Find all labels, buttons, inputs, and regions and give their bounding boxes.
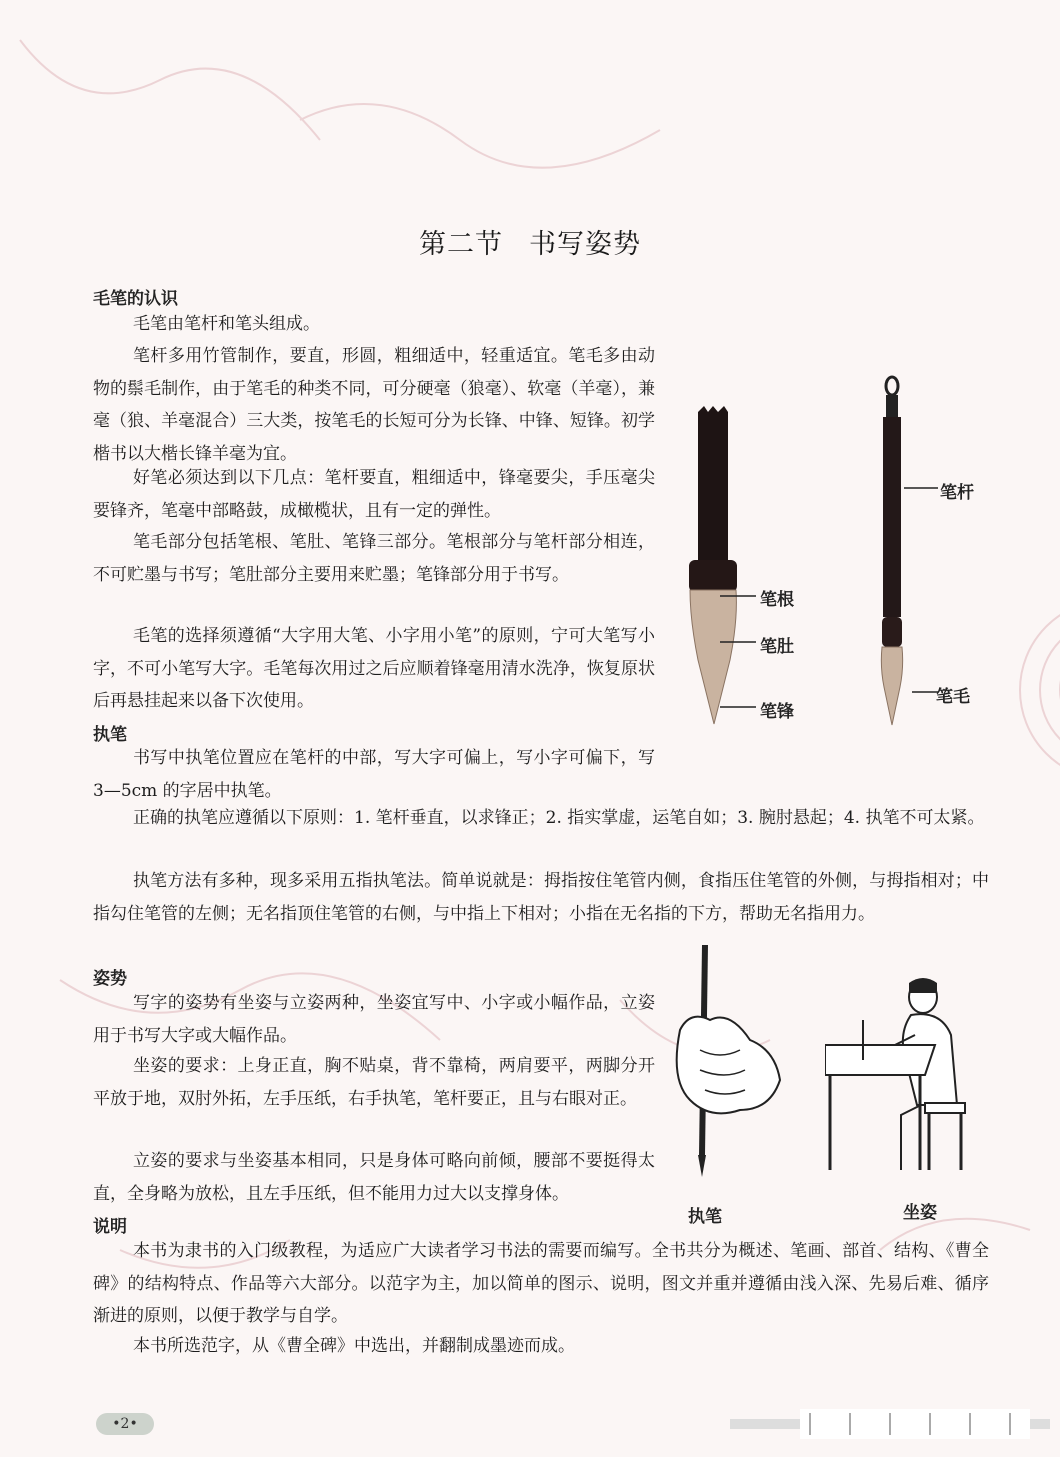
leader-lines-right: [902, 480, 942, 700]
label-bifeng: 笔锋: [760, 702, 794, 722]
leader-lines: [720, 580, 760, 720]
posture-paragraph: 立姿的要求与坐姿基本相同，只是身体可略向前倾，腰部不要挺得太直，全身略为放松，且左手压纸，但不能用力过大以支撑身体。: [93, 1151, 655, 1204]
grip-paragraph: 书写中执笔位置应在笔杆的中部，写大字可偏上，写小字可偏下，写 3—5cm 的字居中执笔。: [93, 748, 655, 801]
heading-grip: 执笔: [93, 725, 127, 745]
brush-paragraph: 笔毛部分包括笔根、笔肚、笔锋三部分。笔根部分与笔杆部分相连，不可贮墨与书写；笔肚部分主要用来贮墨；笔锋部分用于书写。: [93, 532, 655, 585]
label-bimao: 笔毛: [936, 687, 970, 707]
heading-posture: 姿势: [93, 969, 127, 989]
footer-decoration: [730, 1405, 1050, 1443]
label-bigan: 笔杆: [940, 483, 974, 503]
seated-posture-illustration: [825, 975, 970, 1175]
brush-paragraph: 笔杆多用竹管制作，要直，形圆，粗细适中，轻重适宜。笔毛多由动物的鬃毛制作，由于笔毛的种类不同，可分硬毫（狼毫）、软毫（羊毫），兼毫（狼、羊毫混合）三大类，按笔毛的长短可分为长锋、中锋、短锋。初学楷书以大楷长锋羊毫为宜。: [93, 346, 655, 464]
heading-brush: 毛笔的认识: [93, 289, 178, 309]
notes-paragraph: 本书为隶书的入门级教程，为适应广大读者学习书法的需要而编写。全书共分为概述、笔画、部首、结构、《曹全碑》的结构特点、作品等六大部分。以范字为主，加以简单的图示、说明，图文并重并遵循由浅入深、先易后难、循序渐进的原则，以便于教学与自学。: [93, 1241, 989, 1326]
grip-paragraph: 正确的执笔应遵循以下原则：1. 笔杆垂直，以求锋正；2. 指实掌虚，运笔自如；3. 腕肘悬起；4. 执笔不可太紧。: [133, 808, 985, 828]
label-bidu: 笔肚: [760, 637, 794, 657]
posture-paragraph: 坐姿的要求：上身正直，胸不贴桌，背不靠椅，两肩要平，两脚分开平放于地，双肘外拓，左手压纸，右手执笔，笔杆要正，且与右眼对正。: [93, 1056, 655, 1109]
heading-notes: 说明: [93, 1217, 127, 1237]
label-bigen: 笔根: [760, 590, 794, 610]
grip-paragraph: 执笔方法有多种，现多采用五指执笔法。简单说就是：拇指按住笔管内侧，食指压住笔管的外侧，与拇指相对；中指勾住笔管的左侧；无名指顶住笔管的右侧，与中指上下相对；小指在无名指的下方，帮助无名指用力。: [93, 871, 989, 924]
posture-paragraph: 写字的姿势有坐姿与立姿两种，坐姿宜写中、小字或小幅作品，立姿用于书写大字或大幅作品。: [93, 993, 655, 1046]
brush-paragraph: 毛笔由笔杆和笔头组成。: [133, 314, 320, 334]
page-number: •2•: [96, 1413, 154, 1435]
caption-hold: 执笔: [688, 1207, 722, 1227]
section-title: 第二节 书写姿势: [419, 229, 641, 260]
caption-sit: 坐姿: [903, 1203, 937, 1223]
notes-paragraph: 本书所选范字，从《曹全碑》中选出，并翻制成墨迹而成。: [133, 1336, 575, 1356]
brush-paragraph: 毛笔的选择须遵循“大字用大笔、小字用小笔”的原则，宁可大笔写小字，不可小笔写大字。毛笔每次用过之后应顺着锋毫用清水洗净，恢复原状后再悬挂起来以备下次使用。: [93, 626, 655, 711]
hand-holding-brush-illustration: [670, 940, 800, 1180]
brush-paragraph: 好笔必须达到以下几点：笔杆要直，粗细适中，锋毫要尖，手压毫尖要锋齐，笔毫中部略鼓，成橄榄状，且有一定的弹性。: [93, 468, 655, 521]
